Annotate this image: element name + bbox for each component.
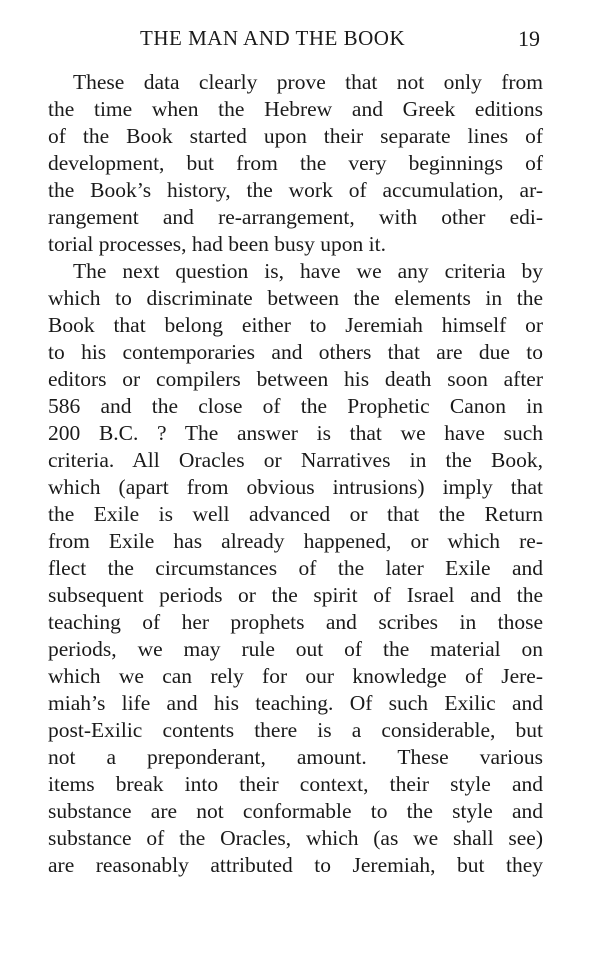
paragraph-1-line: of the Book started upon their separate lines of	[48, 124, 543, 148]
paragraph-1-line: These data clearly prove that not only from	[73, 70, 543, 94]
paragraph-2-line: periods, we may rule out of the material on	[48, 637, 543, 661]
paragraph-2-line: not a preponderant, amount. These various	[48, 745, 543, 769]
paragraph-1-line: torial processes, had been busy upon it.	[48, 232, 386, 256]
paragraph-2-line: criteria. All Oracles or Narratives in the Book,	[48, 448, 543, 472]
paragraph-1-line: the time when the Hebrew and Greek editions	[48, 97, 543, 121]
paragraph-2-line: are reasonably attributed to Jeremiah, but they	[48, 853, 543, 877]
paragraph-2-line: which (apart from obvious intrusions) imply that	[48, 475, 543, 499]
paragraph-2-line: miah’s life and his teaching. Of such Exilic and	[48, 691, 543, 715]
running-header	[0, 26, 614, 56]
paragraph-2-line: 200 B.C. ? The answer is that we have such	[48, 421, 543, 445]
paragraph-2-line: items break into their context, their style and	[48, 772, 543, 796]
paragraph-2-line: The next question is, have we any criteria by	[73, 259, 543, 283]
page-number: 19	[518, 26, 540, 51]
paragraph-2-line: substance of the Oracles, which (as we shall see)	[48, 826, 543, 850]
paragraph-2-line: Book that belong either to Jeremiah himself or	[48, 313, 543, 337]
paragraph-1-line: development, but from the very beginnings of	[48, 151, 543, 175]
paragraph-2-line: flect the circumstances of the later Exile and	[48, 556, 543, 580]
paragraph-2-line: to his contemporaries and others that are due to	[48, 340, 543, 364]
paragraph-2-line: the Exile is well advanced or that the Return	[48, 502, 543, 526]
paragraph-2-line: which we can rely for our knowledge of Jere-	[48, 664, 543, 688]
paragraph-2-line: from Exile has already happened, or which re-	[48, 529, 543, 553]
paragraph-2-line: substance are not conformable to the style and	[48, 799, 543, 823]
paragraph-2-line: teaching of her prophets and scribes in those	[48, 610, 543, 634]
running-title: THE MAN AND THE BOOK	[140, 26, 406, 50]
paragraph-2-line: 586 and the close of the Prophetic Canon in	[48, 394, 543, 418]
paragraph-2-line: post-Exilic contents there is a considerable, but	[48, 718, 543, 742]
paragraph-2-line: which to discriminate between the elements in the	[48, 286, 543, 310]
paragraph-1-line: rangement and re-arrangement, with other edi-	[48, 205, 543, 229]
paragraph-1-line: the Book’s history, the work of accumulation, ar-	[48, 178, 543, 202]
paragraph-2-line: editors or compilers between his death soon after	[48, 367, 543, 391]
paragraph-2-line: subsequent periods or the spirit of Israel and the	[48, 583, 543, 607]
